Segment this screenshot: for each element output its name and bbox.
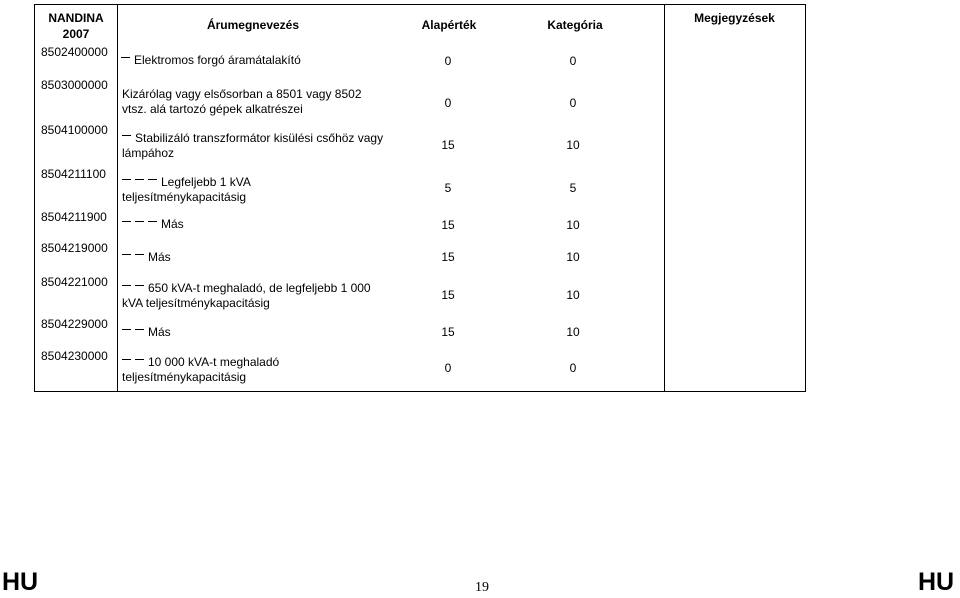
row-description [122, 355, 332, 385]
row-base: 0 [444, 361, 452, 375]
row-category: 10 [566, 325, 580, 339]
row-code: 8504229000 [41, 317, 108, 331]
row-base: 15 [441, 218, 455, 232]
header-code-line1: NANDINA [48, 11, 104, 25]
row-code: 8504230000 [41, 349, 108, 363]
header-notes: Megjegyzések [694, 11, 775, 25]
row-description-text: 10 000 kVA-t meghaladó teljesítménykapacitásig [122, 355, 280, 384]
header-description: Árumegnevezés [206, 18, 300, 32]
row-category: 5 [569, 181, 577, 195]
header-category: Kategória [547, 18, 603, 32]
row-base: 0 [444, 54, 452, 68]
tariff-table [34, 4, 806, 392]
row-description-text: Más [161, 217, 184, 231]
row-category: 10 [566, 138, 580, 152]
row-base: 15 [441, 288, 455, 302]
row-code: 8503000000 [41, 78, 108, 92]
row-description-text: Stabilizáló transzformátor kisülési csőhöz vagy lámpához [122, 131, 384, 160]
row-category: 0 [569, 96, 577, 110]
header-code-line2: 2007 [62, 27, 90, 41]
header-code [35, 10, 117, 42]
row-code: 8504100000 [41, 123, 108, 137]
footer-country-code-right: HU [918, 568, 955, 596]
row-base: 5 [444, 181, 452, 195]
row-description [122, 281, 390, 311]
row-description-text: Más [148, 325, 171, 339]
row-code: 8504211100 [41, 167, 106, 181]
row-base: 15 [441, 325, 455, 339]
row-description-text: Más [148, 250, 171, 264]
column-divider [664, 5, 665, 391]
row-code: 8504221000 [41, 275, 108, 289]
page-number: 19 [475, 580, 489, 595]
row-description-text: Legfeljebb 1 kVA teljesítménykapacitásig [122, 175, 251, 204]
row-description [122, 325, 392, 340]
row-category: 10 [566, 218, 580, 232]
row-category: 10 [566, 250, 580, 264]
row-category: 0 [569, 54, 577, 68]
row-base: 15 [441, 138, 455, 152]
row-base: 0 [444, 96, 452, 110]
row-description [121, 53, 391, 68]
row-description-text: Elektromos forgó áramátalakító [134, 53, 301, 67]
row-description [122, 250, 392, 265]
column-divider [117, 5, 118, 391]
row-base: 15 [441, 250, 455, 264]
row-description [122, 175, 322, 205]
row-description [122, 217, 392, 232]
row-description: Kizárólag vagy elsősorban a 8501 vagy 8502 vtsz. alá tartozó gépek alkatrészei [122, 87, 362, 116]
row-description-text: 650 kVA-t meghaladó, de legfeljebb 1 000 kVA teljesítménykapacitásig [122, 281, 371, 310]
row-category: 0 [569, 361, 577, 375]
header-base: Alapérték [421, 18, 477, 32]
row-code: 8504219000 [41, 241, 108, 255]
footer-country-code-left: HU [2, 568, 39, 596]
row-description [122, 131, 384, 161]
row-code: 8504211900 [41, 210, 107, 224]
row-category: 10 [566, 288, 580, 302]
row-code: 8502400000 [41, 45, 108, 59]
